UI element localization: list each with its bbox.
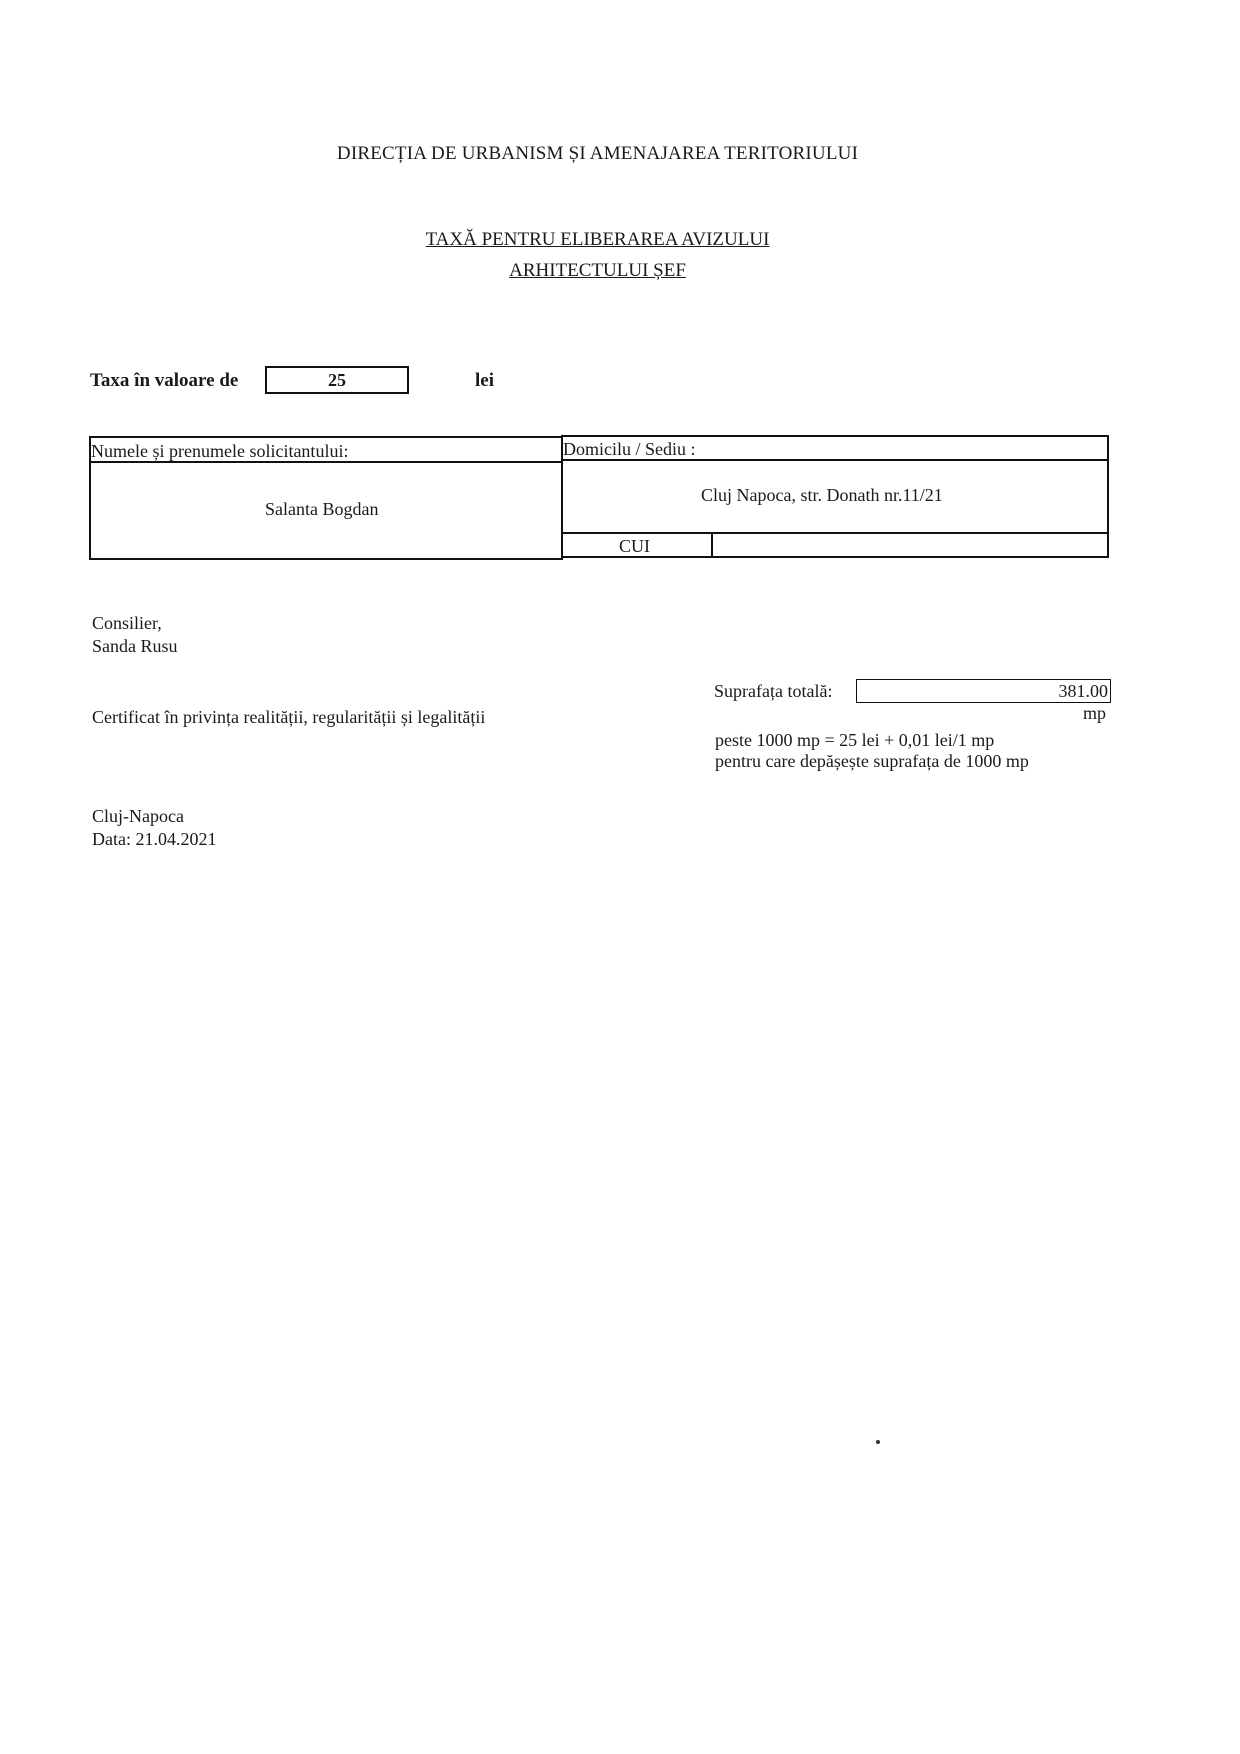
certification-text: Certificat în privința realității, regularității și legalității: [92, 707, 486, 727]
date: Data: 21.04.2021: [92, 829, 217, 849]
table-border: [89, 436, 561, 438]
scan-speck: [876, 1440, 880, 1444]
signatory-role: Consilier,: [92, 613, 162, 633]
applicant-name-header: Numele și prenumele solicitantului:: [91, 441, 349, 461]
surface-value-box: [856, 679, 1111, 703]
surface-unit: mp: [1083, 703, 1107, 723]
document-title-line-2: ARHITECTULUI ȘEF: [509, 260, 686, 281]
department-heading: DIRECȚIA DE URBANISM ȘI AMENAJAREA TERITORIULUI: [336, 143, 859, 164]
signatory-name: Sanda Rusu: [92, 636, 178, 656]
surface-label: Suprafața totală:: [714, 681, 833, 701]
table-border: [711, 532, 713, 558]
applicant-table: [89, 435, 1109, 560]
table-border: [89, 558, 561, 560]
tax-label: Taxa în valoare de: [90, 370, 239, 391]
place: Cluj-Napoca: [92, 806, 184, 826]
surface-note-line-2: pentru care depășește suprafața de 1000 mp: [715, 751, 1029, 771]
address-header: Domicilu / Sediu :: [563, 439, 696, 459]
tax-unit: lei: [475, 370, 494, 391]
cui-label: CUI: [619, 536, 650, 556]
surface-note-line-1: peste 1000 mp = 25 lei + 0,01 lei/1 mp: [715, 730, 995, 750]
applicant-name-value: Salanta Bogdan: [265, 499, 379, 519]
table-border: [561, 435, 1109, 437]
tax-value-box: 25: [265, 366, 409, 394]
address-value: Cluj Napoca, str. Donath nr.11/21: [701, 485, 943, 505]
surface-value: 381.00: [1058, 681, 1108, 701]
document-title-line-1: TAXĂ PENTRU ELIBERAREA AVIZULUI: [425, 229, 770, 250]
table-border: [561, 532, 1109, 534]
table-border: [1107, 435, 1109, 558]
